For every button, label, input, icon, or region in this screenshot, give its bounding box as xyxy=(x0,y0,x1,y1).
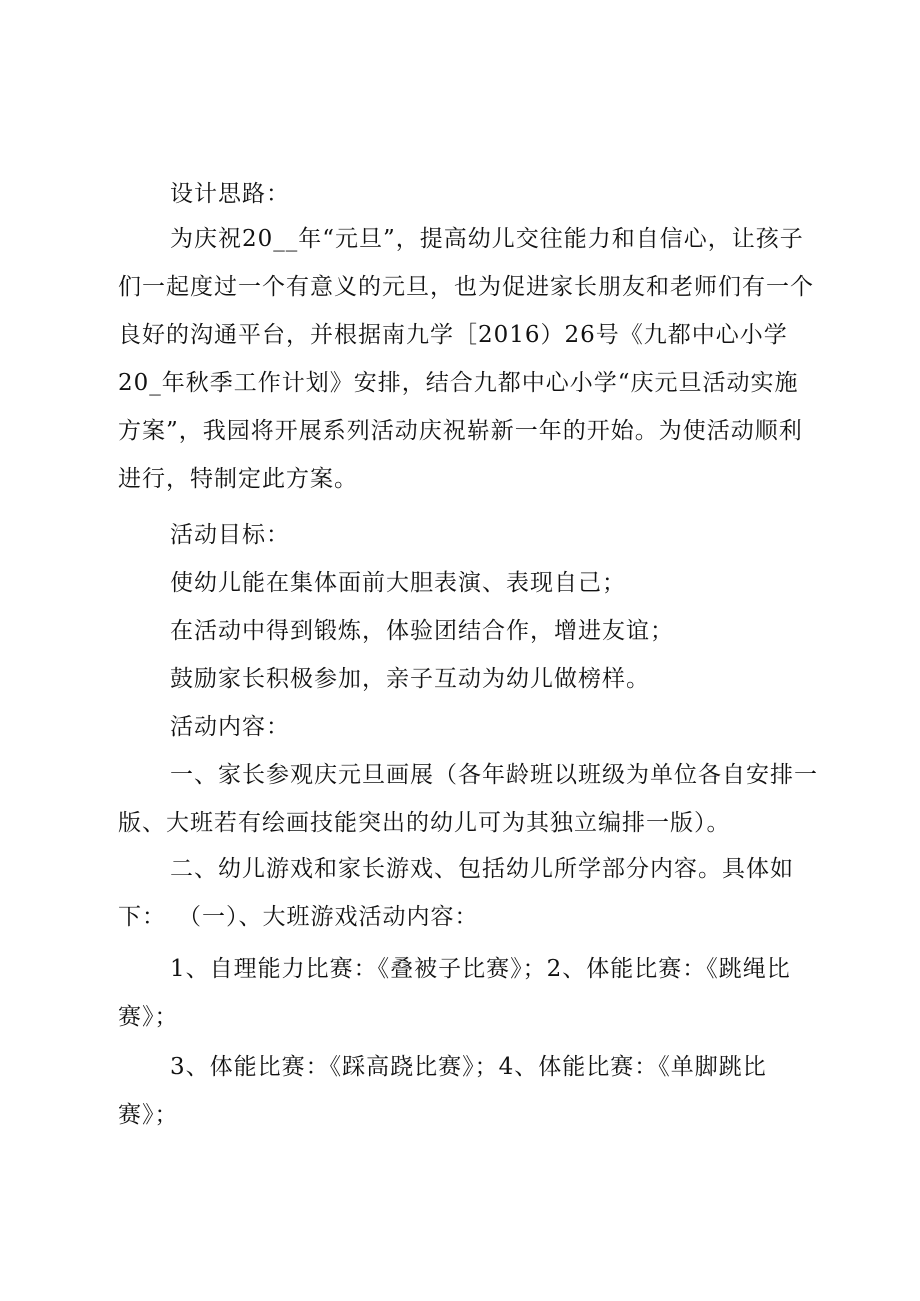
goal-item-1: 使幼儿能在集体面前大胆表演、表现自己； xyxy=(170,570,626,596)
goal-item-3: 鼓励家长积极参加，亲子互动为幼儿做榜样。 xyxy=(170,666,650,692)
game-list-line-2: 3、体能比赛：《踩高跷比赛》；4、体能比赛：《单脚跳比赛》； xyxy=(118,1054,767,1128)
game-list-line-1: 1、自理能力比赛：《叠被子比赛》；2、体能比赛：《跳绳比赛》； xyxy=(118,956,791,1030)
heading-design-idea: 设计思路： xyxy=(170,181,290,207)
paragraph-intro: 为庆祝20__年“元旦”，提高幼儿交往能力和自信心，让孩子们一起度过一个有意义的元旦，也为促进家长朋友和老师们有一个良好的沟通平台，并根据南九学［2016）26号《九都中心小学20_年秋季工作计划》安排，结合九都中心小学“庆元旦活动实施方案”，我园将开展系列活动庆祝崭新一年的开始。为使活动顺利进行，特制定此方案。 xyxy=(118,226,814,492)
goal-item-2: 在活动中得到锻炼，体验团结合作，增进友谊； xyxy=(170,618,674,644)
heading-activity-goals: 活动目标： xyxy=(170,522,290,548)
subheading-senior-class-games: （一）、大班游戏活动内容： xyxy=(178,904,479,930)
heading-activity-content: 活动内容： xyxy=(170,714,290,740)
content-item-2: 二、幼儿游戏和家长游戏、包括幼儿所学部分内容。具体如下： xyxy=(118,856,794,930)
content-item-1: 一、家长参观庆元旦画展（各年龄班以班级为单位各自安排一版、大班若有绘画技能突出的幼儿可为其独立编排一版）。 xyxy=(118,762,818,836)
